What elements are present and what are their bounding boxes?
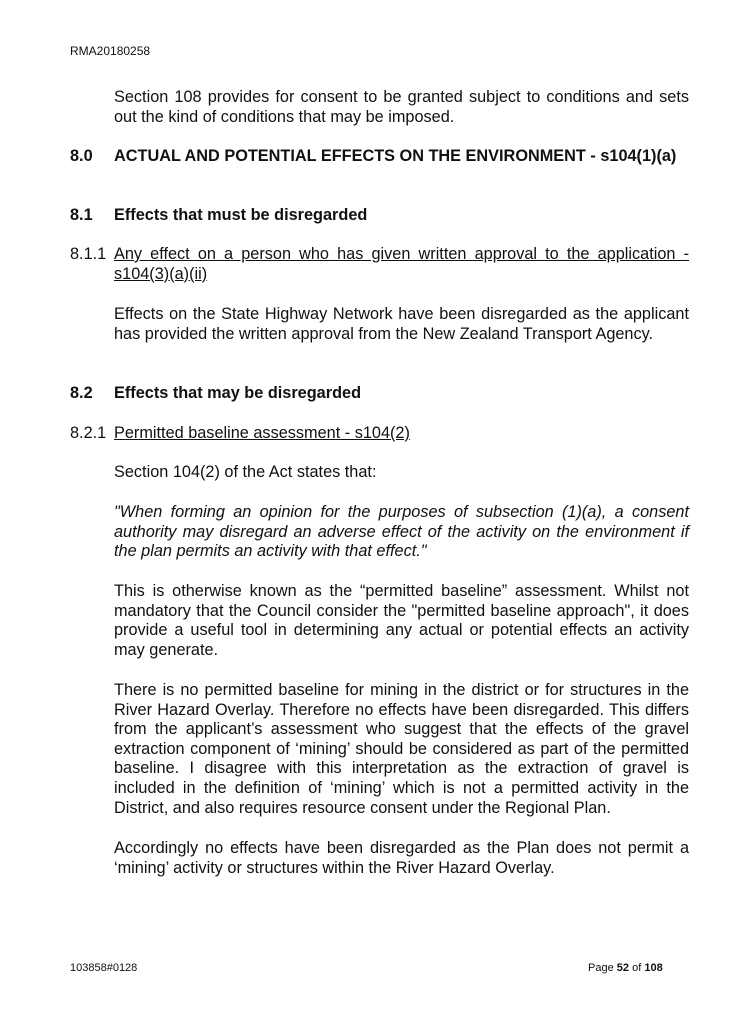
page-of-label: of xyxy=(632,962,642,974)
section-8-1-heading: Effects that must be disregarded xyxy=(114,206,368,224)
section-8-2-number: 8.2 xyxy=(70,384,93,402)
page-total: 108 xyxy=(644,962,663,974)
page-label: Page xyxy=(588,962,614,974)
conclusion-paragraph: Accordingly no effects have been disregarded as the Plan does not permit a ‘mining’ activity or structures within the River Hazard Overlay. xyxy=(114,839,689,877)
section-8-1-1-body: Effects on the State Highway Network have been disregarded as the applicant has provided the written approval from the New Zealand Transport Agency. xyxy=(114,305,689,343)
footer-document-id: 103858#0128 xyxy=(70,962,138,974)
section-8-2-1-intro: Section 104(2) of the Act states that: xyxy=(114,463,377,481)
page-current: 52 xyxy=(616,962,630,974)
section-8-1-1-heading: Any effect on a person who has given written approval to the application - s104(3)(a)(ii) xyxy=(114,245,689,283)
section-8-2-1-heading-wrap xyxy=(114,424,689,444)
footer-page-number xyxy=(588,962,663,974)
intro-paragraph: Section 108 provides for consent to be granted subject to conditions and sets out the kind of conditions that may be imposed. xyxy=(114,88,689,126)
section-8-2-heading: Effects that may be disregarded xyxy=(114,384,362,402)
document-reference: RMA20180258 xyxy=(70,44,151,58)
section-8-2-1-heading: Permitted baseline assessment - s104(2) xyxy=(114,424,410,442)
assessment-paragraph: There is no permitted baseline for mining in the district or for structures in the River Hazard Overlay. Therefore no effects have been disregarded. This differs from the applicant’s assessment who suggest that the effects of the gravel extraction component of ‘mining’ should be considered as part of the permitted baseline. I disagree with this interpretation as the extraction of gravel is included in the definition of ‘mining’ which is not a permitted activity in the District, and also requires resource consent under the Regional Plan. xyxy=(114,681,689,817)
section-8-0-number: 8.0 xyxy=(70,147,93,165)
section-8-0-heading: ACTUAL AND POTENTIAL EFFECTS ON THE ENVIRONMENT - s104(1)(a) xyxy=(114,147,677,165)
permitted-baseline-paragraph: This is otherwise known as the “permitted baseline” assessment. Whilst not mandatory that the Council consider the "permitted baseline approach", it does provide a useful tool in determining any actual or potential effects an activity may generate. xyxy=(114,582,689,659)
statutory-quote: "When forming an opinion for the purposes of subsection (1)(a), a consent authority may disregard an adverse effect of the activity on the environment if the plan permits an activity with that effect." xyxy=(114,503,689,561)
section-8-2-1-number: 8.2.1 xyxy=(70,424,107,442)
section-8-1-number: 8.1 xyxy=(70,206,93,224)
section-8-1-1-number: 8.1.1 xyxy=(70,245,107,263)
